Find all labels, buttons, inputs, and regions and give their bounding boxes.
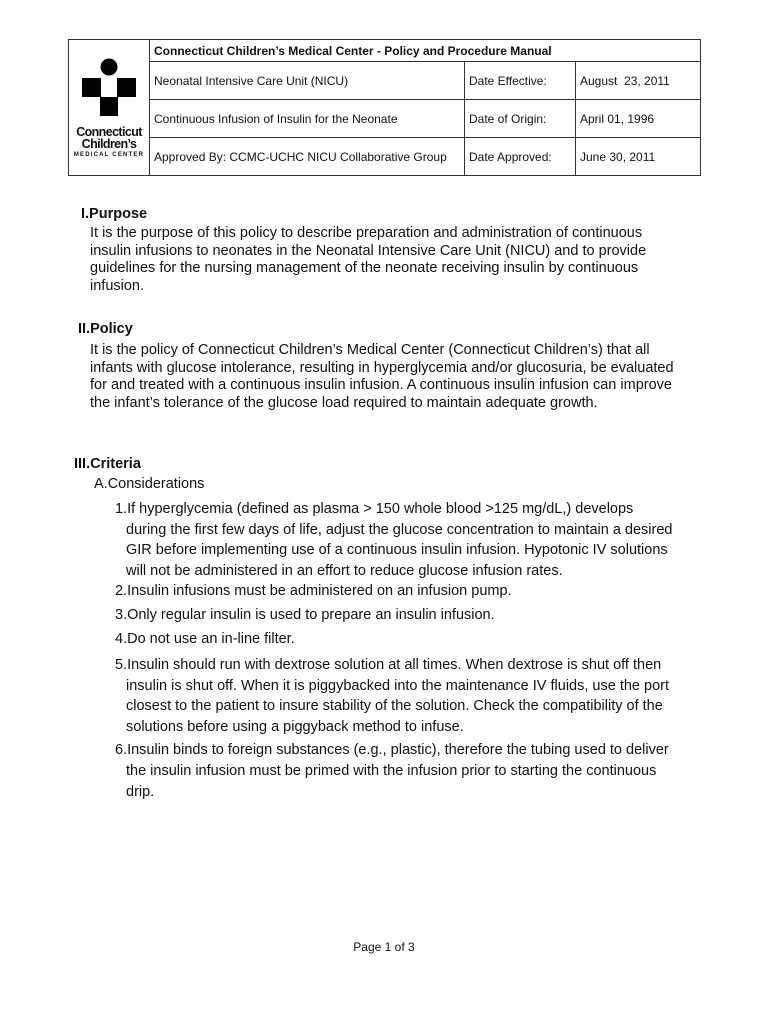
date-effective-label: Date Effective: — [465, 62, 576, 100]
purpose-text: It is the purpose of this policy to describe preparation and administration of continuous insulin infusions to neonates in the Neonatal Intensive Care Unit (NICU) and to provide guidelines for the nursing management of the neonate receiving insulin by continuous infusion. — [90, 225, 647, 294]
date-origin-value: April 01, 1996 — [576, 100, 701, 138]
approved-by: Approved By: CCMC-UCHC NICU Collaborative Group — [150, 138, 465, 176]
purpose-heading: I.Purpose — [81, 206, 148, 222]
policy-heading: II.Policy — [78, 321, 133, 337]
list-item-text: 5.Insulin should run with dextrose solution at all times. When dextrose is shut off then insulin is shut off. When it is piggybacked into the maintenance IV fluids, use the port closest to the patient to insure stability of the solution. Check the compatibility of the solutions before using a piggyback method to infuse. — [115, 657, 669, 735]
policy-name: Continuous Infusion of Insulin for the Neonate — [150, 100, 465, 138]
logo-subtitle: MEDICAL CENTER — [73, 151, 145, 158]
list-item — [115, 499, 675, 581]
list-item — [115, 655, 677, 737]
list-item-text: 2.Insulin infusions must be administered on an infusion pump. — [115, 583, 512, 599]
list-item — [115, 607, 675, 625]
list-item-text: 4.Do not use an in-line filter. — [115, 631, 295, 647]
unit-name: Neonatal Intensive Care Unit (NICU) — [150, 62, 465, 100]
list-item — [115, 740, 675, 803]
page-number: Page 1 of 3 — [353, 940, 415, 954]
list-item — [115, 631, 675, 649]
considerations-subheading: A.Considerations — [94, 476, 205, 492]
date-effective-value: August 23, 2011 — [576, 62, 701, 100]
manual-title: Connecticut Children’s Medical Center - Policy and Procedure Manual — [150, 40, 701, 62]
list-item-text: 1.If hyperglycemia (defined as plasma > 150 whole blood >125 mg/dL,) develops during the first few days of life, adjust the glucose concentration to maintain a desired GIR before implementing use of a continuous insulin infusion. Hypotonic IV solutions will not be administered in an effort to reduce glucose infusion rates. — [115, 501, 673, 579]
logo-wordmark: Connecticut Children’s — [76, 124, 142, 151]
list-item-text: 3.Only regular insulin is used to prepare an insulin infusion. — [115, 607, 495, 623]
date-origin-label: Date of Origin: — [465, 100, 576, 138]
criteria-heading: III.Criteria — [74, 456, 141, 472]
date-approved-label: Date Approved: — [465, 138, 576, 176]
policy-text: It is the policy of Connecticut Children’s Medical Center (Connecticut Children’s) that all infants with glucose intolerance, resulting in hyperglycemia and/or glucosuria, be evaluated for and treated with a continuous insulin infusion. A continuous insulin infusion can improve the infant’s tolerance of the glucose load required to maintain adequate growth. — [90, 342, 674, 411]
list-item — [115, 583, 675, 601]
date-approved-value: June 30, 2011 — [576, 138, 701, 176]
list-item-text: 6.Insulin binds to foreign substances (e.g., plastic), therefore the tubing used to deliver the insulin infusion must be primed with the infusion prior to starting the continuous drip. — [115, 742, 669, 800]
